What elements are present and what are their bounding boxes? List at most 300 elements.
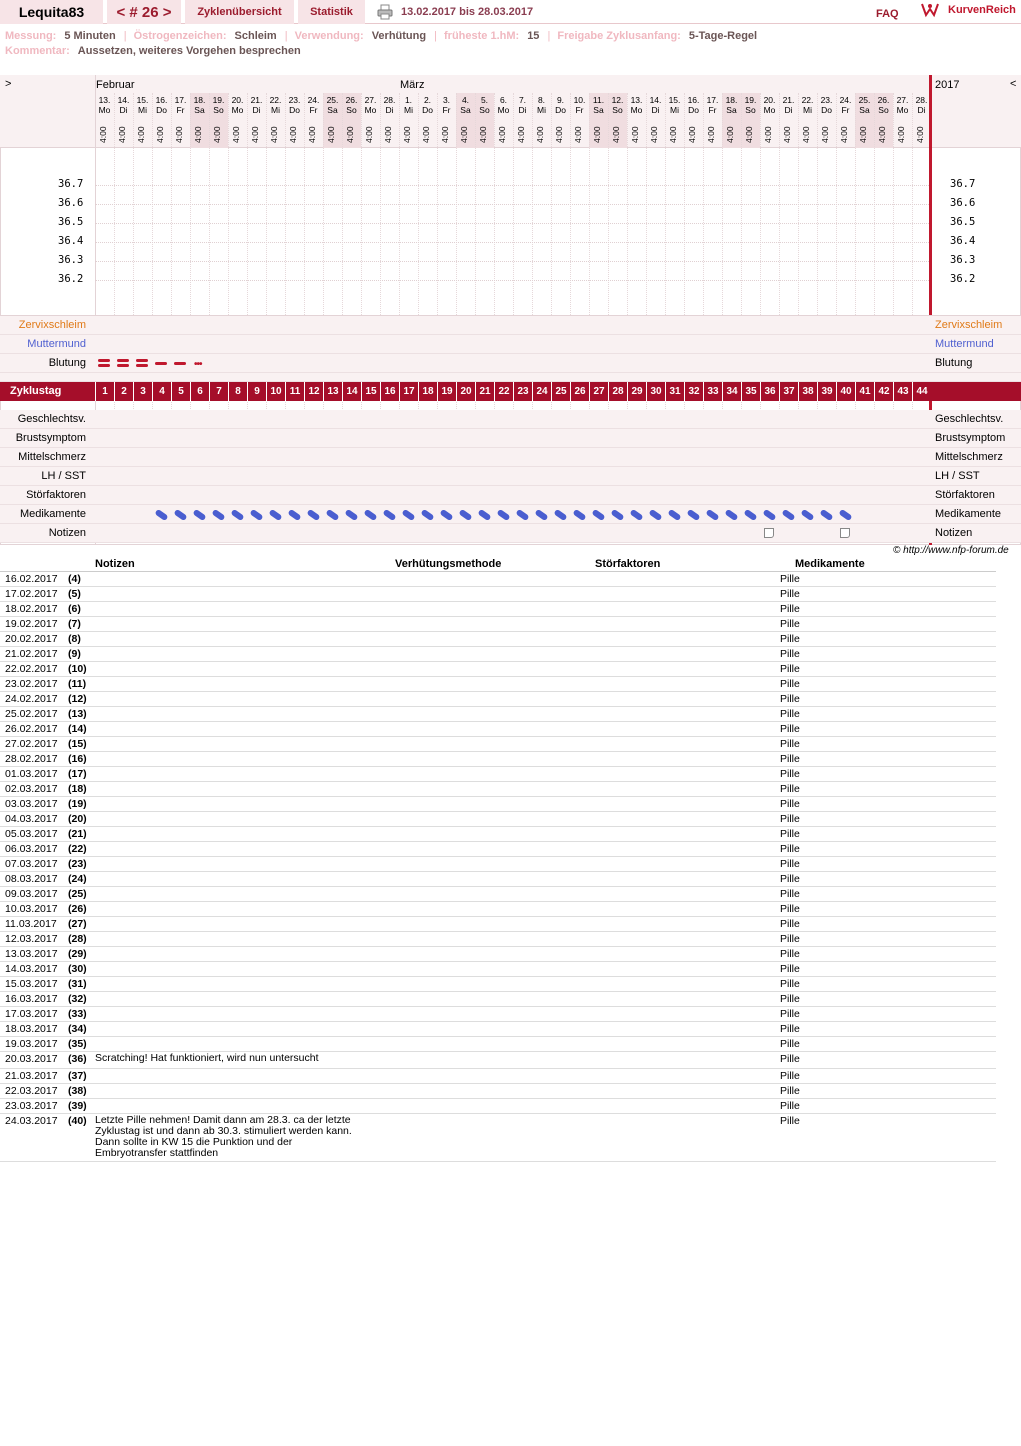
notes-cycle-day: (38) xyxy=(68,1085,87,1097)
cycle-day-number: 4 xyxy=(152,382,171,401)
chart-nav-next[interactable]: < xyxy=(1010,78,1017,90)
day-weekday: Mo xyxy=(497,105,510,115)
info-line-2 xyxy=(5,45,305,57)
note-icon[interactable] xyxy=(840,528,850,538)
notes-cycle-day: (13) xyxy=(68,708,87,720)
cycle-day-number: 14 xyxy=(342,382,361,401)
day-date: 16. xyxy=(155,95,168,105)
notes-medication: Pille xyxy=(780,678,800,690)
day-date: 15. xyxy=(668,95,681,105)
cycle-day-number: 43 xyxy=(893,382,912,401)
row-label-2: Blutung xyxy=(48,357,86,369)
cycle-day-number: 6 xyxy=(190,382,209,401)
measure-time: 4:00 xyxy=(649,126,659,143)
temp-axis-label: 36.7 xyxy=(58,178,84,190)
notes-medication: Pille xyxy=(780,648,800,660)
day-weekday: So xyxy=(213,105,224,115)
notes-date: 10.03.2017 xyxy=(5,903,58,915)
cycle-day-number: 8 xyxy=(228,382,247,401)
notes-row xyxy=(0,692,996,707)
notes-row xyxy=(0,632,996,647)
notes-medication: Pille xyxy=(780,798,800,810)
notes-cycle-day: (10) xyxy=(68,663,87,675)
measure-time: 4:00 xyxy=(877,126,887,143)
measure-time: 4:00 xyxy=(421,126,431,143)
notes-cycle-day: (17) xyxy=(68,768,87,780)
measure-time: 4:00 xyxy=(269,126,279,143)
notes-row xyxy=(0,782,996,797)
notes-date: 25.02.2017 xyxy=(5,708,58,720)
notes-cycle-day: (39) xyxy=(68,1100,87,1112)
notes-row xyxy=(0,662,996,677)
measure-time: 4:00 xyxy=(687,126,697,143)
measure-time: 4:00 xyxy=(459,126,469,143)
row-band xyxy=(0,429,1021,448)
cycle-day-number: 34 xyxy=(722,382,741,401)
cycle-day-number: 38 xyxy=(798,382,817,401)
measure-time: 4:00 xyxy=(326,126,336,143)
notes-medication: Pille xyxy=(780,918,800,930)
note-icon[interactable] xyxy=(764,528,774,538)
cycle-day-number: 16 xyxy=(380,382,399,401)
notes-medication: Pille xyxy=(780,618,800,630)
measure-time: 4:00 xyxy=(497,126,507,143)
notes-cycle-day: (28) xyxy=(68,933,87,945)
notes-medication: Pille xyxy=(780,843,800,855)
notes-cycle-day: (32) xyxy=(68,993,87,1005)
notes-text: Letzte Pille nehmen! Damit dann am 28.3. ca der letzte Zyklustag ist und dann ab 30.3. stimuliert werden kann. Dann sollte in KW 15 die Punktion und der Embryotransfer stattfinden xyxy=(95,1114,352,1159)
measure-time: 4:00 xyxy=(231,126,241,143)
notes-row xyxy=(0,707,996,722)
temp-axis-label-right: 36.7 xyxy=(950,178,976,190)
notes-date: 17.02.2017 xyxy=(5,588,58,600)
notes-date: 07.03.2017 xyxy=(5,858,58,870)
day-weekday: Di xyxy=(385,105,394,115)
notes-date: 18.02.2017 xyxy=(5,603,58,615)
notes-column-header: Medikamente xyxy=(795,558,865,570)
row-band xyxy=(0,505,1021,524)
row-label-right-2: Blutung xyxy=(935,357,973,369)
notes-row xyxy=(0,1084,996,1099)
measure-time: 4:00 xyxy=(782,126,792,143)
temp-axis-label-right: 36.4 xyxy=(950,235,976,247)
notes-row xyxy=(0,1037,996,1052)
cycle-day-number: 44 xyxy=(912,382,931,401)
day-date: 14. xyxy=(649,95,662,105)
bleeding-medium-mark xyxy=(155,362,167,365)
cycle-day-number: 11 xyxy=(285,382,304,401)
measure-time: 4:00 xyxy=(706,126,716,143)
notes-cycle-day: (31) xyxy=(68,978,87,990)
cycle-day-number: 7 xyxy=(209,382,228,401)
notes-date: 15.03.2017 xyxy=(5,978,58,990)
day-weekday: Do xyxy=(555,105,566,115)
measure-time: 4:00 xyxy=(611,126,621,143)
day-date: 25. xyxy=(326,95,339,105)
notes-date: 05.03.2017 xyxy=(5,828,58,840)
chart-nav-prev[interactable]: > xyxy=(5,78,12,90)
row-label-bottom-4: Störfaktoren xyxy=(26,489,86,501)
temp-axis-label-right: 36.2 xyxy=(950,273,976,285)
day-weekday: Mi xyxy=(138,105,147,115)
faq-link[interactable]: FAQ xyxy=(876,8,899,20)
day-date: 26. xyxy=(877,95,890,105)
notes-cycle-day: (36) xyxy=(68,1053,87,1065)
cycle-nav[interactable]: < # 26 > xyxy=(107,0,181,24)
notes-row xyxy=(0,587,996,602)
notes-medication: Pille xyxy=(780,753,800,765)
day-weekday: Do xyxy=(821,105,832,115)
cycle-day-number: 9 xyxy=(247,382,266,401)
notes-row xyxy=(0,962,996,977)
row-label-bottom-right-4: Störfaktoren xyxy=(935,489,995,501)
top-bar xyxy=(0,0,1021,24)
day-weekday: Sa xyxy=(859,105,870,115)
notes-date: 04.03.2017 xyxy=(5,813,58,825)
day-date: 28. xyxy=(915,95,928,105)
notes-medication: Pille xyxy=(780,603,800,615)
cycle-day-number: 3 xyxy=(133,382,152,401)
notes-medication: Pille xyxy=(780,858,800,870)
notes-cycle-day: (23) xyxy=(68,858,87,870)
notes-date: 23.03.2017 xyxy=(5,1100,58,1112)
messung-label: Messung: xyxy=(5,30,57,42)
printer-icon[interactable] xyxy=(377,4,393,20)
row-band xyxy=(0,486,1021,505)
row-label-bottom-right-1: Brustsymptom xyxy=(935,432,1006,444)
notes-medication: Pille xyxy=(780,828,800,840)
cycle-day-number: 32 xyxy=(684,382,703,401)
day-date: 27. xyxy=(364,95,377,105)
measure-time: 4:00 xyxy=(402,126,412,143)
notes-medication: Pille xyxy=(780,1023,800,1035)
notes-date: 20.03.2017 xyxy=(5,1053,58,1065)
bleeding-light-mark: ••• xyxy=(194,359,202,370)
day-weekday: Sa xyxy=(460,105,471,115)
notes-cycle-day: (34) xyxy=(68,1023,87,1035)
row-band xyxy=(0,448,1021,467)
measure-time: 4:00 xyxy=(136,126,146,143)
notes-row xyxy=(0,1069,996,1084)
notes-date: 27.02.2017 xyxy=(5,738,58,750)
day-weekday: Mi xyxy=(670,105,679,115)
day-weekday: Di xyxy=(651,105,660,115)
notes-medication: Pille xyxy=(780,588,800,600)
day-date: 28. xyxy=(383,95,396,105)
notes-column-header: Störfaktoren xyxy=(595,558,661,570)
notes-column-header: Notizen xyxy=(95,558,135,570)
notes-date: 13.03.2017 xyxy=(5,948,58,960)
oestrogen-label: Östrogenzeichen: xyxy=(133,30,227,42)
notes-cycle-day: (27) xyxy=(68,918,87,930)
notes-date: 22.03.2017 xyxy=(5,1085,58,1097)
cycle-day-number: 17 xyxy=(399,382,418,401)
measure-time: 4:00 xyxy=(801,126,811,143)
day-date: 26. xyxy=(345,95,358,105)
day-weekday: Sa xyxy=(327,105,338,115)
notes-row xyxy=(0,842,996,857)
day-weekday: Sa xyxy=(726,105,737,115)
notes-cycle-day: (40) xyxy=(68,1115,87,1127)
notes-date: 20.02.2017 xyxy=(5,633,58,645)
day-date: 10. xyxy=(573,95,586,105)
day-date: 18. xyxy=(193,95,206,105)
notes-row xyxy=(0,917,996,932)
measure-time: 4:00 xyxy=(763,126,773,143)
info-line-1: Messung: 5 Minuten | Östrogenzeichen: Schleim | Verwendung: Verhütung | früheste 1.hM: 15 | Freigabe Zyklusanfang: 5-Tage-Regel xyxy=(5,30,758,42)
notes-medication: Pille xyxy=(780,963,800,975)
notes-medication: Pille xyxy=(780,573,800,585)
day-weekday: So xyxy=(479,105,490,115)
measure-time: 4:00 xyxy=(725,126,735,143)
measure-time: 4:00 xyxy=(383,126,393,143)
fhm-label: früheste 1.hM: xyxy=(444,30,520,42)
row-label-bottom-right-3: LH / SST xyxy=(935,470,980,482)
bleeding-heavy-mark xyxy=(98,359,110,362)
notes-date: 09.03.2017 xyxy=(5,888,58,900)
notes-row xyxy=(0,932,996,947)
row-band xyxy=(0,335,1021,354)
notes-date: 17.03.2017 xyxy=(5,1008,58,1020)
row-label-bottom-right-2: Mittelschmerz xyxy=(935,451,1003,463)
notes-row xyxy=(0,812,996,827)
notes-row xyxy=(0,902,996,917)
notes-cycle-day: (7) xyxy=(68,618,81,630)
notes-cycle-day: (12) xyxy=(68,693,87,705)
cycle-day-number: 5 xyxy=(171,382,190,401)
measure-time: 4:00 xyxy=(573,126,583,143)
notes-row xyxy=(0,977,996,992)
bleeding-heavy-mark xyxy=(136,364,148,367)
day-date: 13. xyxy=(98,95,111,105)
day-date: 19. xyxy=(744,95,757,105)
notes-column-header: Verhütungsmethode xyxy=(395,558,502,570)
brand-link[interactable]: KurvenReich xyxy=(948,4,1016,16)
cycle-day-number: 20 xyxy=(456,382,475,401)
notes-cycle-day: (16) xyxy=(68,753,87,765)
notes-date: 21.02.2017 xyxy=(5,648,58,660)
day-date: 21. xyxy=(250,95,263,105)
notes-medication: Pille xyxy=(780,978,800,990)
measure-time: 4:00 xyxy=(535,126,545,143)
day-date: 23. xyxy=(288,95,301,105)
day-weekday: So xyxy=(878,105,889,115)
notes-row xyxy=(0,602,996,617)
notes-cycle-day: (19) xyxy=(68,798,87,810)
temp-axis-label-right: 36.3 xyxy=(950,254,976,266)
cycle-day-number: 37 xyxy=(779,382,798,401)
cycle-day-number: 19 xyxy=(437,382,456,401)
measure-time: 4:00 xyxy=(592,126,602,143)
verwendung-label: Verwendung: xyxy=(294,30,364,42)
cycle-chart xyxy=(0,75,1021,545)
temp-gridline xyxy=(95,204,929,205)
cycle-day-number: 12 xyxy=(304,382,323,401)
notes-date: 28.02.2017 xyxy=(5,753,58,765)
notes-row xyxy=(0,647,996,662)
notes-cycle-day: (26) xyxy=(68,903,87,915)
notes-cycle-day: (18) xyxy=(68,783,87,795)
notes-row xyxy=(0,887,996,902)
bleeding-heavy-mark xyxy=(117,364,129,367)
measure-time: 4:00 xyxy=(668,126,678,143)
day-weekday: Di xyxy=(784,105,793,115)
notes-row xyxy=(0,857,996,872)
notes-date: 23.02.2017 xyxy=(5,678,58,690)
day-weekday: Mi xyxy=(271,105,280,115)
temp-gridline xyxy=(95,261,929,262)
kommentar-value: Aussetzen, weiteres Vorgehen besprechen xyxy=(77,45,301,57)
day-date: 17. xyxy=(706,95,719,105)
notes-row xyxy=(0,1052,996,1069)
bleeding-heavy-mark xyxy=(136,359,148,362)
notes-medication: Pille xyxy=(780,1038,800,1050)
notes-row xyxy=(0,947,996,962)
measure-time: 4:00 xyxy=(440,126,450,143)
notes-cycle-day: (5) xyxy=(68,588,81,600)
row-label-bottom-right-6: Notizen xyxy=(935,527,973,539)
notes-medication: Pille xyxy=(780,708,800,720)
day-date: 20. xyxy=(231,95,244,105)
notes-row xyxy=(0,1007,996,1022)
notes-row xyxy=(0,1022,996,1037)
day-weekday: Sa xyxy=(593,105,604,115)
notes-cycle-day: (15) xyxy=(68,738,87,750)
notes-date: 14.03.2017 xyxy=(5,963,58,975)
day-date: 18. xyxy=(725,95,738,105)
messung-value: 5 Minuten xyxy=(64,30,116,42)
notes-date: 26.02.2017 xyxy=(5,723,58,735)
notes-date: 24.03.2017 xyxy=(5,1115,58,1127)
notes-cycle-day: (22) xyxy=(68,843,87,855)
notes-medication: Pille xyxy=(780,768,800,780)
verwendung-value: Verhütung xyxy=(371,30,427,42)
row-band xyxy=(0,524,1021,543)
tab-cycle-overview[interactable]: Zyklenübersicht xyxy=(185,0,294,24)
day-date: 9. xyxy=(556,95,565,105)
notes-medication: Pille xyxy=(780,783,800,795)
row-label-bottom-3: LH / SST xyxy=(41,470,86,482)
temp-axis-label: 36.2 xyxy=(58,273,84,285)
day-date: 20. xyxy=(763,95,776,105)
row-label-bottom-1: Brustsymptom xyxy=(15,432,86,444)
notes-medication: Pille xyxy=(780,1115,800,1127)
username: Lequita83 xyxy=(0,0,103,24)
day-weekday: Fr xyxy=(841,105,850,115)
day-date: 24. xyxy=(307,95,320,105)
day-weekday: Do xyxy=(289,105,300,115)
cycle-day-number: 15 xyxy=(361,382,380,401)
notes-date: 16.03.2017 xyxy=(5,993,58,1005)
measure-time: 4:00 xyxy=(307,126,317,143)
day-date: 6. xyxy=(499,95,508,105)
day-date: 12. xyxy=(611,95,624,105)
notes-cycle-day: (4) xyxy=(68,573,81,585)
year-label: 2017 xyxy=(935,79,960,91)
notes-cycle-day: (9) xyxy=(68,648,81,660)
measure-time: 4:00 xyxy=(117,126,127,143)
cycle-day-number: 25 xyxy=(551,382,570,401)
row-label-1: Muttermund xyxy=(27,338,86,350)
day-weekday: Mi xyxy=(537,105,546,115)
kurvenreich-logo-icon[interactable] xyxy=(920,1,940,19)
temp-gridline xyxy=(95,223,929,224)
day-weekday: Mi xyxy=(404,105,413,115)
day-weekday: Di xyxy=(518,105,527,115)
measure-time: 4:00 xyxy=(896,126,906,143)
kommentar-label: Kommentar: xyxy=(5,45,70,57)
row-label-bottom-2: Mittelschmerz xyxy=(18,451,86,463)
day-date: 21. xyxy=(782,95,795,105)
notes-medication: Pille xyxy=(780,948,800,960)
notes-date: 02.03.2017 xyxy=(5,783,58,795)
notes-date: 24.02.2017 xyxy=(5,693,58,705)
date-range: 13.02.2017 bis 28.03.2017 xyxy=(401,6,534,18)
notes-row xyxy=(0,617,996,632)
day-date: 16. xyxy=(687,95,700,105)
day-weekday: Mi xyxy=(803,105,812,115)
notes-cycle-day: (37) xyxy=(68,1070,87,1082)
freigabe-label: Freigabe Zyklusanfang: xyxy=(557,30,681,42)
cycle-day-number: 22 xyxy=(494,382,513,401)
temp-axis-label: 36.6 xyxy=(58,197,84,209)
notes-cycle-day: (8) xyxy=(68,633,81,645)
cycle-day-number: 39 xyxy=(817,382,836,401)
notes-date: 12.03.2017 xyxy=(5,933,58,945)
measure-time: 4:00 xyxy=(155,126,165,143)
measure-time: 4:00 xyxy=(839,126,849,143)
day-weekday: Fr xyxy=(442,105,451,115)
day-weekday: Mo xyxy=(896,105,909,115)
day-date: 5. xyxy=(480,95,489,105)
notes-cycle-day: (20) xyxy=(68,813,87,825)
notes-cycle-day: (29) xyxy=(68,948,87,960)
day-date: 27. xyxy=(896,95,909,105)
notes-medication: Pille xyxy=(780,1070,800,1082)
day-weekday: So xyxy=(612,105,623,115)
notes-medication: Pille xyxy=(780,903,800,915)
notes-medication: Pille xyxy=(780,633,800,645)
measure-time: 4:00 xyxy=(630,126,640,143)
row-label-bottom-0: Geschlechtsv. xyxy=(17,413,86,425)
day-weekday: Fr xyxy=(176,105,185,115)
notes-medication: Pille xyxy=(780,693,800,705)
row-label-0: Zervixschleim xyxy=(18,319,86,331)
measure-time: 4:00 xyxy=(516,126,526,143)
temp-gridline xyxy=(95,242,929,243)
cycle-day-number: 30 xyxy=(646,382,665,401)
notes-date: 08.03.2017 xyxy=(5,873,58,885)
temp-axis-label-right: 36.6 xyxy=(950,197,976,209)
day-date: 1. xyxy=(404,95,413,105)
month-label: März xyxy=(400,79,425,91)
measure-time: 4:00 xyxy=(174,126,184,143)
notes-date: 18.03.2017 xyxy=(5,1023,58,1035)
cycle-day-number: 21 xyxy=(475,382,494,401)
tab-statistics[interactable]: Statistik xyxy=(298,0,365,24)
measure-time: 4:00 xyxy=(345,126,355,143)
notes-row xyxy=(0,767,996,782)
day-weekday: Mo xyxy=(98,105,111,115)
day-date: 13. xyxy=(630,95,643,105)
measure-time: 4:00 xyxy=(744,126,754,143)
row-band xyxy=(0,316,1021,335)
cycle-day-number: 29 xyxy=(627,382,646,401)
notes-medication: Pille xyxy=(780,723,800,735)
day-weekday: Mo xyxy=(630,105,643,115)
temp-gridline xyxy=(95,185,929,186)
notes-cycle-day: (6) xyxy=(68,603,81,615)
